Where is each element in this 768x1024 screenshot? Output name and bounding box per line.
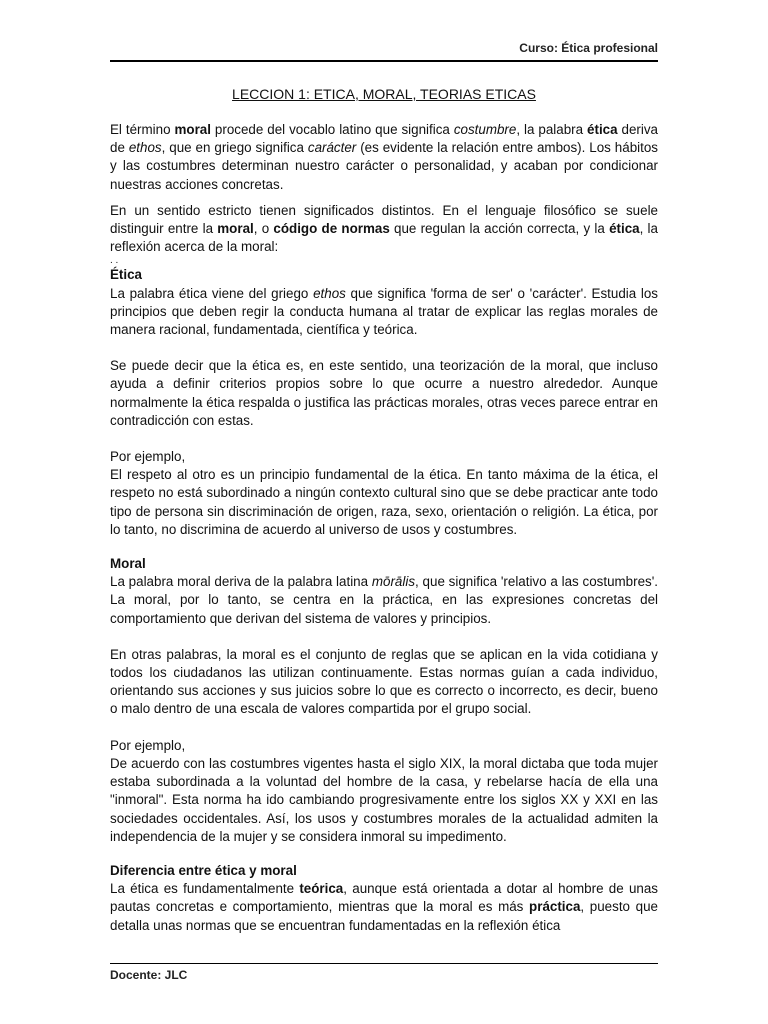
etica-paragraph-2: Se puede decir que la ética es, en este sentido, una teorización de la moral, que incluso ayuda a definir criterios propios sobre lo que ocurre a nuestro alrededor. Aunque normalmente la ética respalda o justifica las prácticas morales, otras veces parece entrar en contradicción con estas.: [110, 358, 658, 428]
text-run: La ética es fundamentalmente: [110, 881, 300, 897]
document-body: [110, 121, 658, 935]
text-run: , o: [253, 221, 274, 237]
italic-term-costumbre: costumbre: [453, 122, 517, 137]
text-run: deriva de: [110, 122, 658, 156]
text-run: , la reflexión acerca de la moral:: [110, 221, 658, 255]
text-run: (es evidente la relación entre ambos). Los hábitos y las costumbres determinan nuestro carácter o personalidad, y acaban por condicionar nuestras acciones concretas.: [110, 140, 658, 192]
bold-term-moral: moral: [174, 122, 211, 137]
moral-example-label: Por ejemplo,: [110, 737, 186, 753]
diferencia-paragraph-1: [110, 880, 658, 935]
text-run: , la palabra: [516, 122, 588, 137]
italic-term-moralis: mōrālis: [371, 574, 416, 590]
text-run: La palabra moral deriva de la palabra latina: [110, 574, 372, 590]
text-run: , aunque está orientada a dotar al hombre de unas pautas concretas e comportamiento, mientras que la moral es más: [110, 881, 659, 915]
etica-paragraph-1: [110, 285, 658, 340]
intro-paragraph-1: [110, 121, 658, 194]
moral-paragraph-1: [110, 573, 658, 628]
bold-term-etica: ética: [587, 122, 618, 137]
bold-term-practica: práctica: [529, 899, 581, 915]
text-run: procede del vocablo latino que significa: [210, 122, 454, 137]
bold-term-teorica: teórica: [299, 881, 344, 897]
etica-paragraph-3: El respeto al otro es un principio fundamental de la ética. En tanto máxima de la ética, el respeto no está subordinado a ningún contexto cultural sino que se debe practicar ante todo tipo de persona sin discriminación de origen, raza, sexo, orientación o religión. La ética, por lo tanto, no discrimina de acuerdo al universo de usos y costumbres.: [110, 467, 658, 537]
footer-divider: [110, 963, 658, 964]
moral-paragraph-3: De acuerdo con las costumbres vigentes hasta el siglo XIX, la moral dictaba que toda mujer estaba subordinada a la voluntad del hombre de la casa, y rebelarse hacía de ella una "inmoral". Esta norma ha ido cambiando progresivamente entre los siglos XX y XXI en las sociedades occidentales. Así, los usos y costumbres morales de la actualidad admiten la independencia de la mujer y se considera inmoral su impedimento.: [110, 755, 658, 844]
section-heading-moral: Moral: [110, 556, 146, 572]
italic-term-ethos: ethos: [313, 285, 346, 301]
bold-term-moral: moral: [217, 221, 254, 237]
course-header: Curso: Ética profesional: [519, 41, 658, 55]
ellipsis-dots: . .: [110, 255, 119, 267]
text-run: El término: [110, 122, 175, 137]
text-run: La palabra ética viene del griego: [110, 285, 314, 301]
italic-term-ethos: ethos: [128, 140, 162, 156]
bold-term-etica: ética: [609, 221, 640, 237]
header-divider: [110, 60, 658, 62]
text-run: que significa 'forma de ser' o 'carácter'. Estudia los principios que deben regir la conducta humana al tratar de explicar las reglas morales de manera racional, fundamentada, científica y teórica.: [110, 285, 658, 338]
bold-term-codigo: código de normas: [273, 221, 390, 237]
italic-term-caracter: carácter: [307, 140, 357, 156]
intro-paragraph-2: [110, 202, 658, 257]
etica-example-label: Por ejemplo,: [110, 449, 186, 465]
moral-paragraph-2: En otras palabras, la moral es el conjunto de reglas que se aplican en la vida cotidiana y todos los ciudadanos las utilizan continuamente. Estas normas guían a cada individuo, orientando sus acciones y sus juicios sobre lo que es correcto o incorrecto, es decir, bueno o malo dentro de una escala de valores compartida por el grupo social.: [110, 646, 658, 717]
text-run: , puesto que detalla unas normas que se encuentran fundamentadas en la reflexión ética: [110, 899, 658, 933]
text-run: En un sentido estricto tienen significados distintos. En el lenguaje filosófico se suele distinguir entre la: [110, 202, 658, 237]
text-run: que regulan la acción correcta, y la: [389, 221, 610, 237]
section-heading-diferencia: Diferencia entre ética y moral: [110, 862, 297, 878]
section-heading-etica: Ética: [110, 267, 143, 283]
text-run: , que significa 'relativo a las costumbres'. La moral, por lo tanto, se centra en la práctica, en las expresiones concretas del comportamiento que derivan del sistema de valores y principios.: [110, 574, 659, 626]
text-run: , que en griego significa: [161, 140, 308, 156]
lesson-title: LECCION 1: ETICA, MORAL, TEORIAS ETICAS: [232, 86, 536, 102]
teacher-footer: Docente: JLC: [110, 968, 188, 982]
